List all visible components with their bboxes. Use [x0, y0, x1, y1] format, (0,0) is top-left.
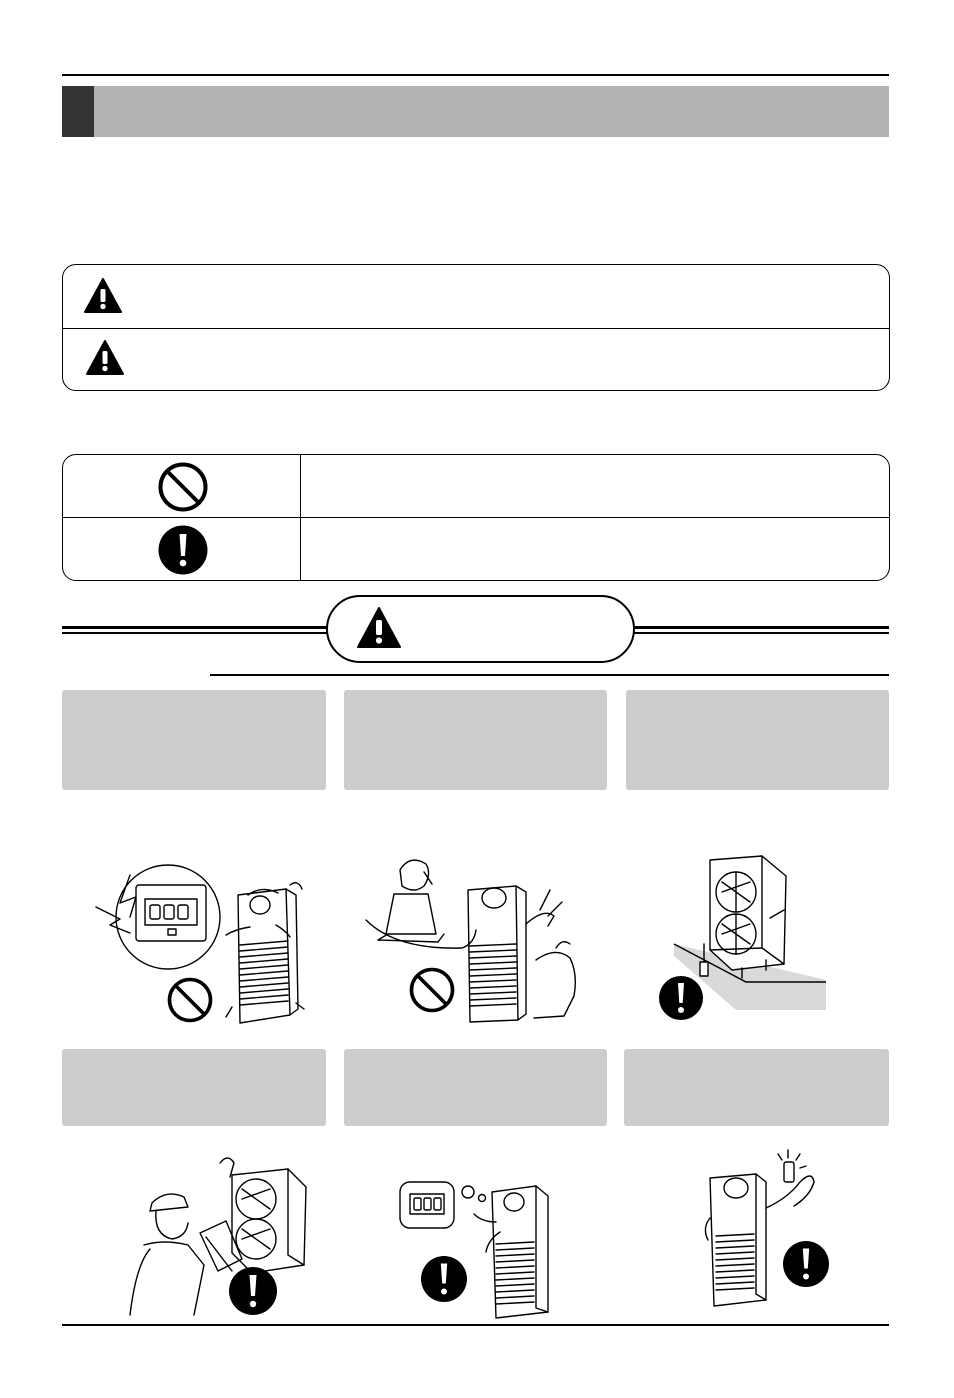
instruction-panel-2: [344, 690, 607, 790]
mandatory-exclamation-icon: [782, 1240, 830, 1288]
warning-triangle-icon: [85, 339, 125, 377]
symbol-box-row-divider: [63, 517, 889, 518]
mandatory-exclamation-icon: [420, 1255, 468, 1303]
symbol-meaning-box: [62, 454, 890, 581]
warning-row: [63, 265, 889, 329]
instruction-panel-6: [624, 1049, 889, 1126]
instruction-panel-4: [62, 1049, 326, 1126]
subsection-rule: [210, 674, 889, 676]
bottom-rule: [62, 1324, 889, 1326]
fuse-holding-illustration: [700, 1148, 830, 1314]
phone-and-unit-illustration: [360, 850, 585, 1030]
instruction-panel-5: [344, 1049, 607, 1126]
top-rule: [62, 74, 889, 76]
instruction-panel-3: [626, 690, 889, 790]
banner-rule-right-top: [632, 626, 889, 629]
prohibited-circle-icon: [408, 966, 456, 1014]
mandatory-exclamation-icon: [157, 524, 209, 576]
mandatory-exclamation-icon: [658, 975, 704, 1021]
mandatory-exclamation-icon: [228, 1266, 278, 1316]
caution-row: [63, 329, 889, 391]
instruction-panel-1: [62, 690, 326, 790]
technician-with-manual-illustration: [122, 1155, 312, 1317]
warning-triangle-icon: [83, 277, 123, 315]
banner-rule-left-top: [62, 626, 328, 629]
section-banner: [326, 595, 635, 663]
warning-caution-box: [62, 264, 890, 391]
banner-rule-right-bottom: [632, 632, 889, 634]
prohibited-circle-icon: [166, 976, 214, 1024]
section-header-block: [62, 86, 94, 137]
prohibited-circle-icon: [157, 461, 209, 513]
banner-rule-left-bottom: [62, 632, 328, 634]
section-header-bar: [62, 86, 889, 137]
warning-triangle-icon: [356, 606, 402, 650]
